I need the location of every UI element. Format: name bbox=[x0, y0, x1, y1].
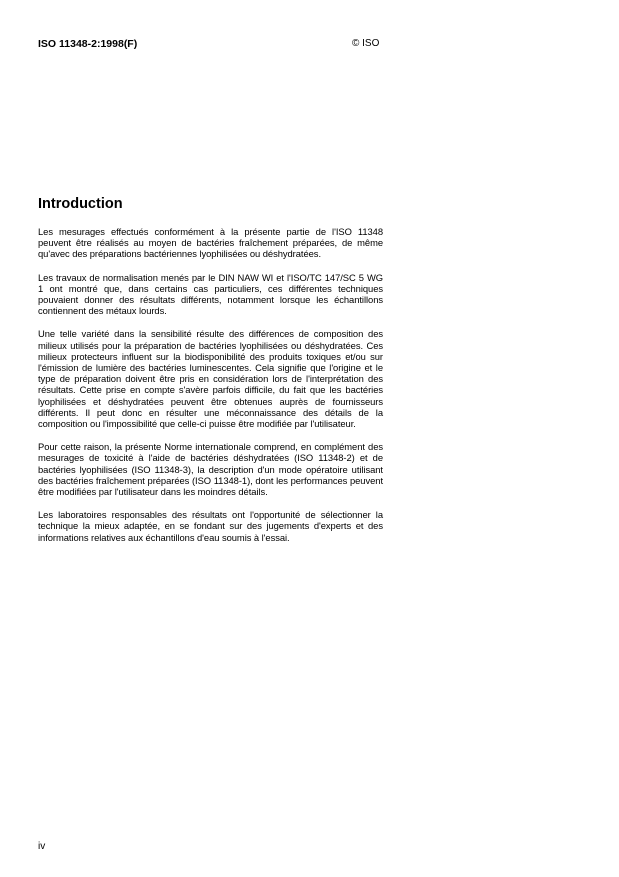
page-header-copyright: © ISO bbox=[352, 38, 380, 49]
page-number: iv bbox=[38, 841, 46, 852]
page-header-doc-id: ISO 11348-2:1998(F) bbox=[38, 38, 138, 50]
section-body bbox=[38, 226, 383, 555]
paragraph: Pour cette raison, la présente Norme internationale comprend, en complément des mesurages de toxicité à l'aide de bactéries déshydratées (ISO 11348-2) et de bactéries lyophilisées (ISO 11348-3), la description d'un mode opératoire utilisant des bactéries fraîchement préparées (ISO 11348-1), dont les performances peuvent être modifiées par l'utilisateur dans les moindres détails. bbox=[38, 441, 383, 498]
paragraph: Les laboratoires responsables des résultats ont l'opportunité de sélectionner la technique la mieux adaptée, en se fondant sur des jugements d'experts et des informations relatives aux échantillons d'eau soumis à l'essai. bbox=[38, 509, 383, 543]
paragraph: Les travaux de normalisation menés par le DIN NAW WI et l'ISO/TC 147/SC 5 WG 1 ont montré que, dans certains cas particuliers, ces différentes techniques pouvaient donner des résultats différents, notamment lorsque les échantillons contiennent des métaux lourds. bbox=[38, 271, 383, 317]
paragraph: Les mesurages effectués conformément à la présente partie de l'ISO 11348 peuvent être réalisés au moyen de bactéries fraîchement préparées, de même qu'avec des préparations bactériennes lyophilisées ou déshydratées. bbox=[38, 226, 383, 260]
paragraph: Une telle variété dans la sensibilité résulte des différences de composition des milieux utilisés pour la préparation de bactéries lyophilisées ou déshydratées. Ces milieux protecteurs influent sur la biodisponibilité des produits toxiques et/ou sur l'émission de lumière des bactéries luminescentes. Cela signifie que l'origine et le type de préparation doivent être pris en considération lors de l'interprétation des résultats. Cette prise en compte s'avère parfois difficile, du fait que les bactéries lyophilisées et déshydratées peuvent être obtenues auprès de fournisseurs différents. Il peut donc en résulter une méconnaissance des détails de la composition ou l'impossibilité que celle-ci puisse être modifiée par l'utilisateur. bbox=[38, 328, 383, 430]
section-title: Introduction bbox=[38, 196, 123, 212]
